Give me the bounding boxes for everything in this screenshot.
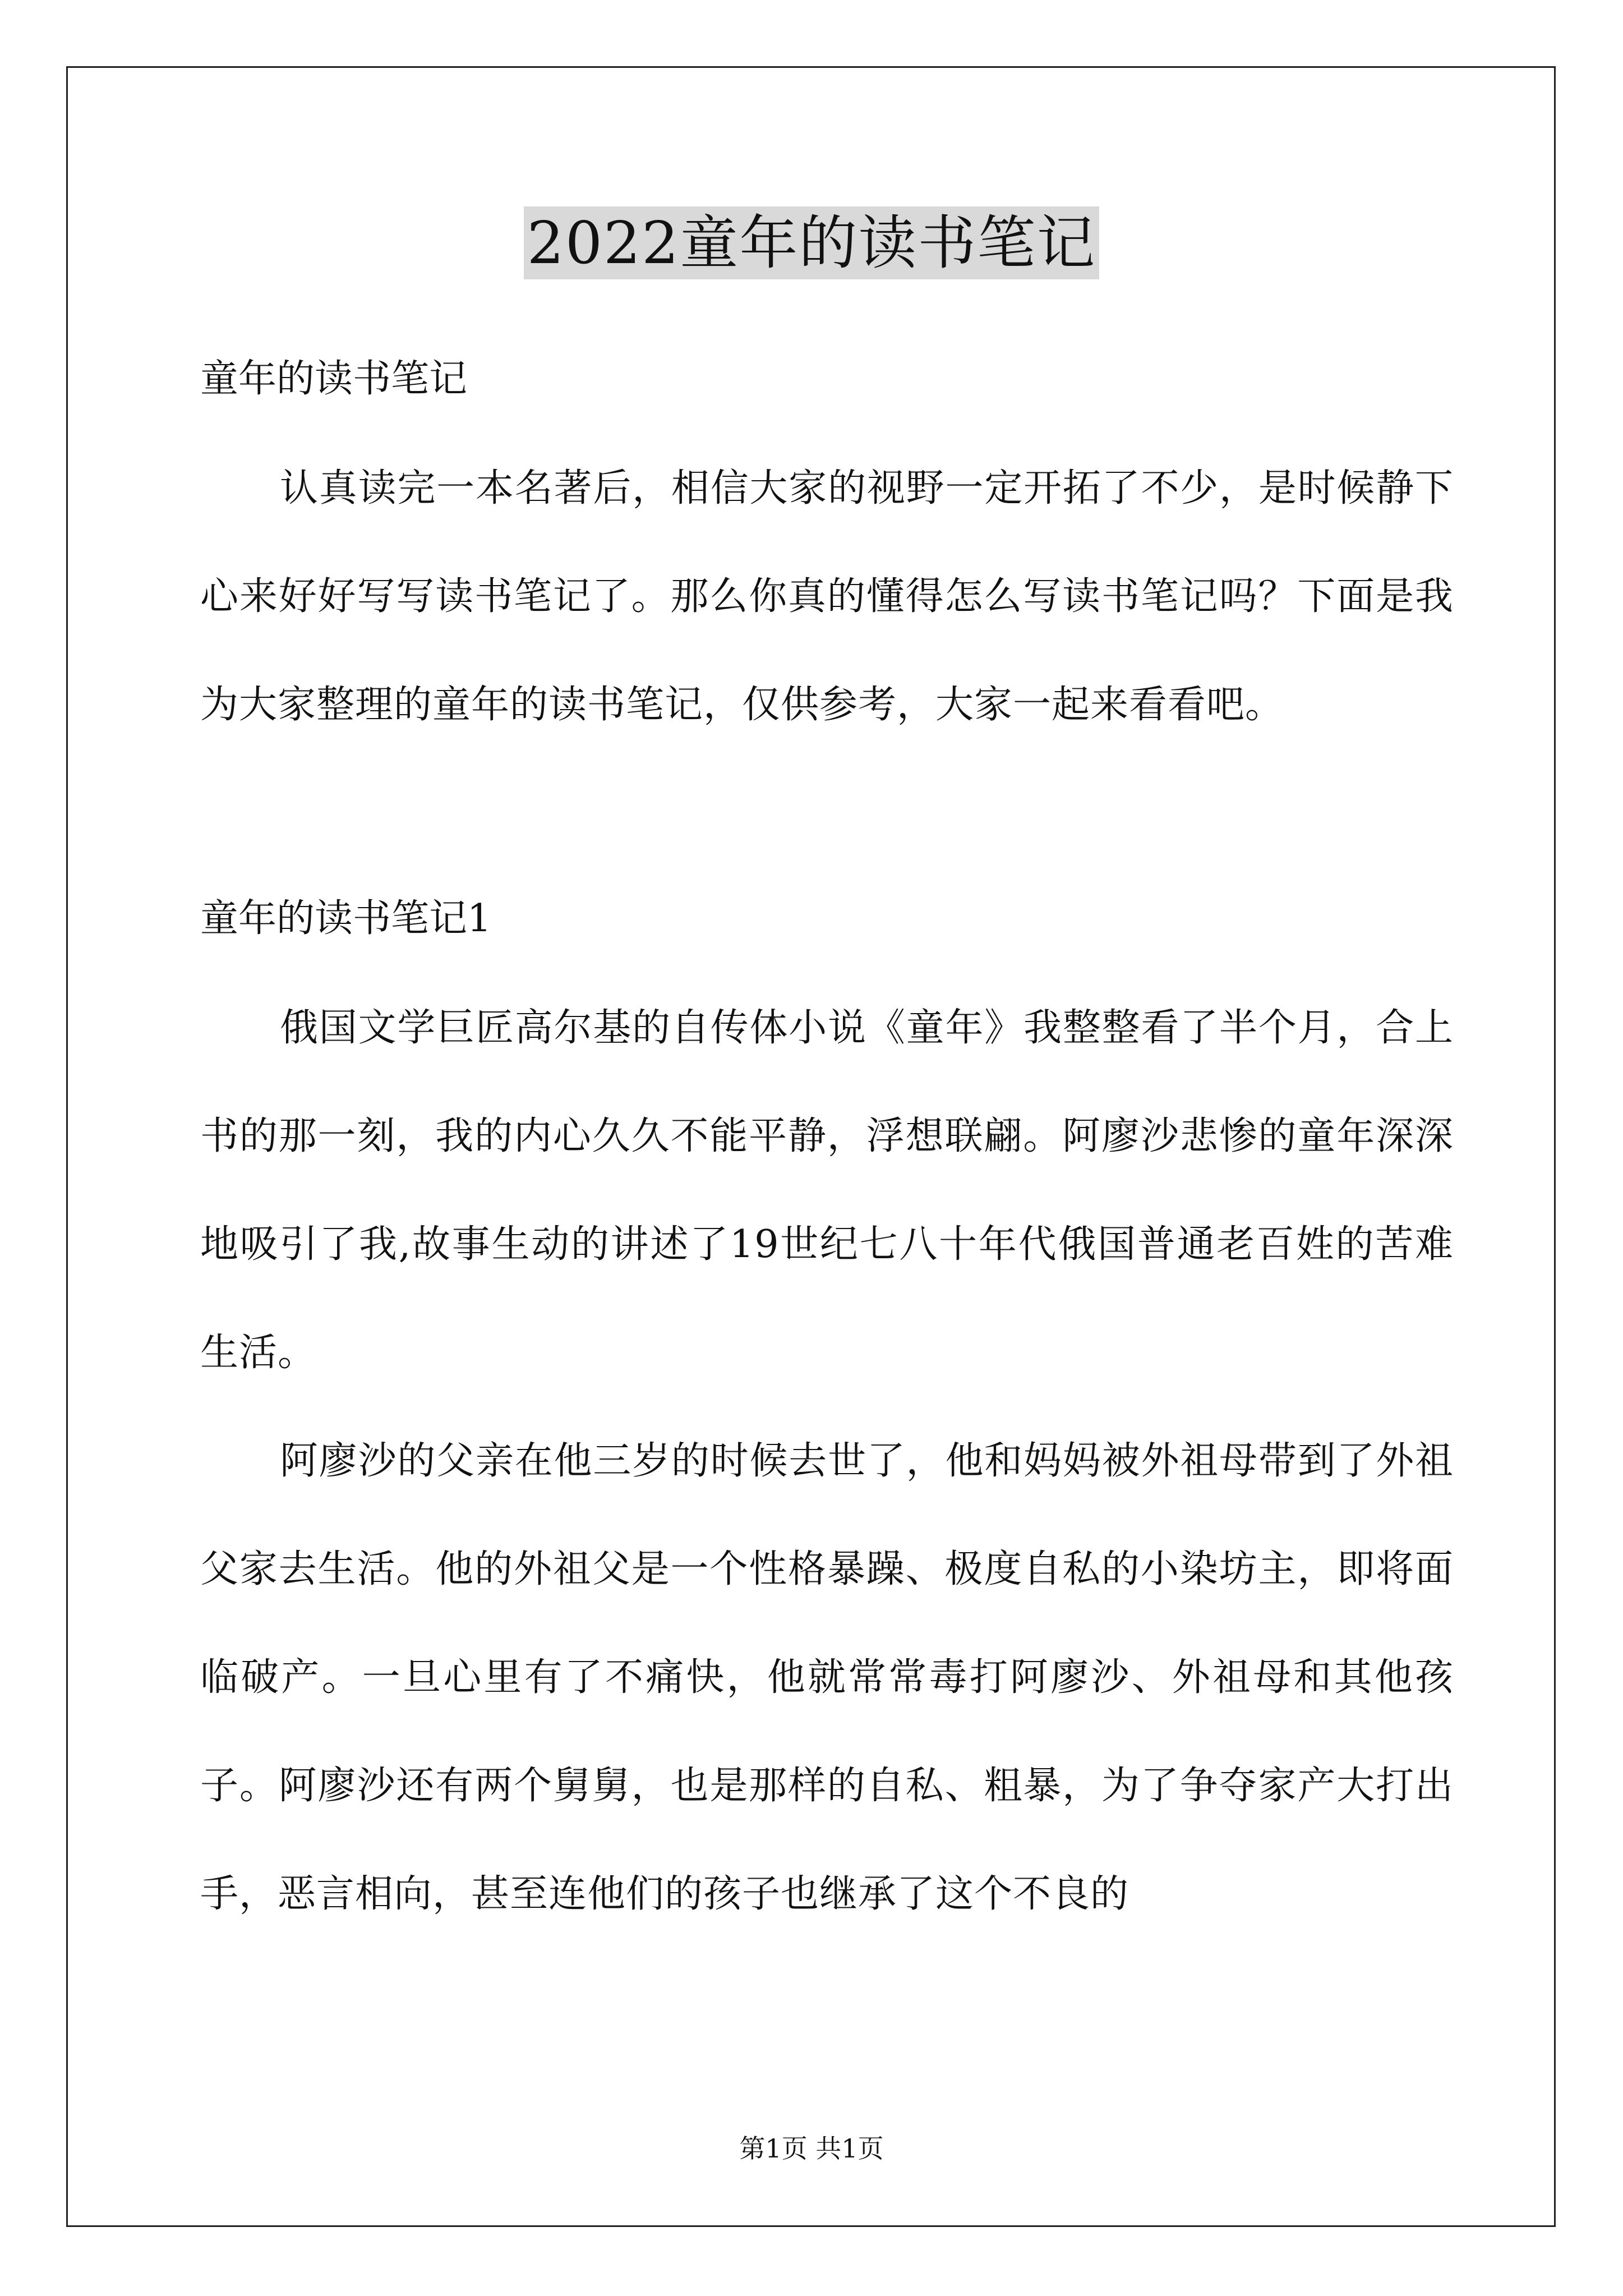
spacer [200,759,1454,885]
body-paragraph-2: 阿廖沙的父亲在他三岁的时候去世了，他和妈妈被外祖母带到了外祖父家去生活。他的外祖父是一个性格暴躁、极度自私的小染坊主，即将面临破产。一旦心里有了不痛快，他就常常毒打阿廖沙、外祖母和其他孩子。阿廖沙还有两个舅舅，也是那样的自私、粗暴，为了争夺家产大打出手，恶言相向，甚至连他们的孩子也继承了这个不良的 [200,1439,1454,1916]
page-footer: 第1页 共1页 [739,2133,884,2164]
document-body [200,346,1454,1948]
intro-paragraph: 认真读完一本名著后，相信大家的视野一定开拓了不少，是时候静下心来好好写写读书笔记了。那么你真的懂得怎么写读书笔记吗？下面是我为大家整理的童年的读书笔记，仅供参考，大家一起来看看吧。 [200,466,1454,727]
document-title: 2022童年的读书笔记 [524,206,1100,279]
spacer [200,413,1454,434]
spacer [200,953,1454,974]
section-heading: 童年的读书笔记1 [200,896,492,941]
title-container [0,206,1623,279]
subtitle: 童年的读书笔记 [200,357,468,401]
body-paragraph-1: 俄国文学巨匠高尔基的自传体小说《童年》我整整看了半个月，合上书的那一刻，我的内心久久不能平静，浮想联翩。阿廖沙悲惨的童年深深地吸引了我,故事生动的讲述了19世纪七八十年代俄国普通老百姓的苦难生活。 [200,1006,1454,1375]
